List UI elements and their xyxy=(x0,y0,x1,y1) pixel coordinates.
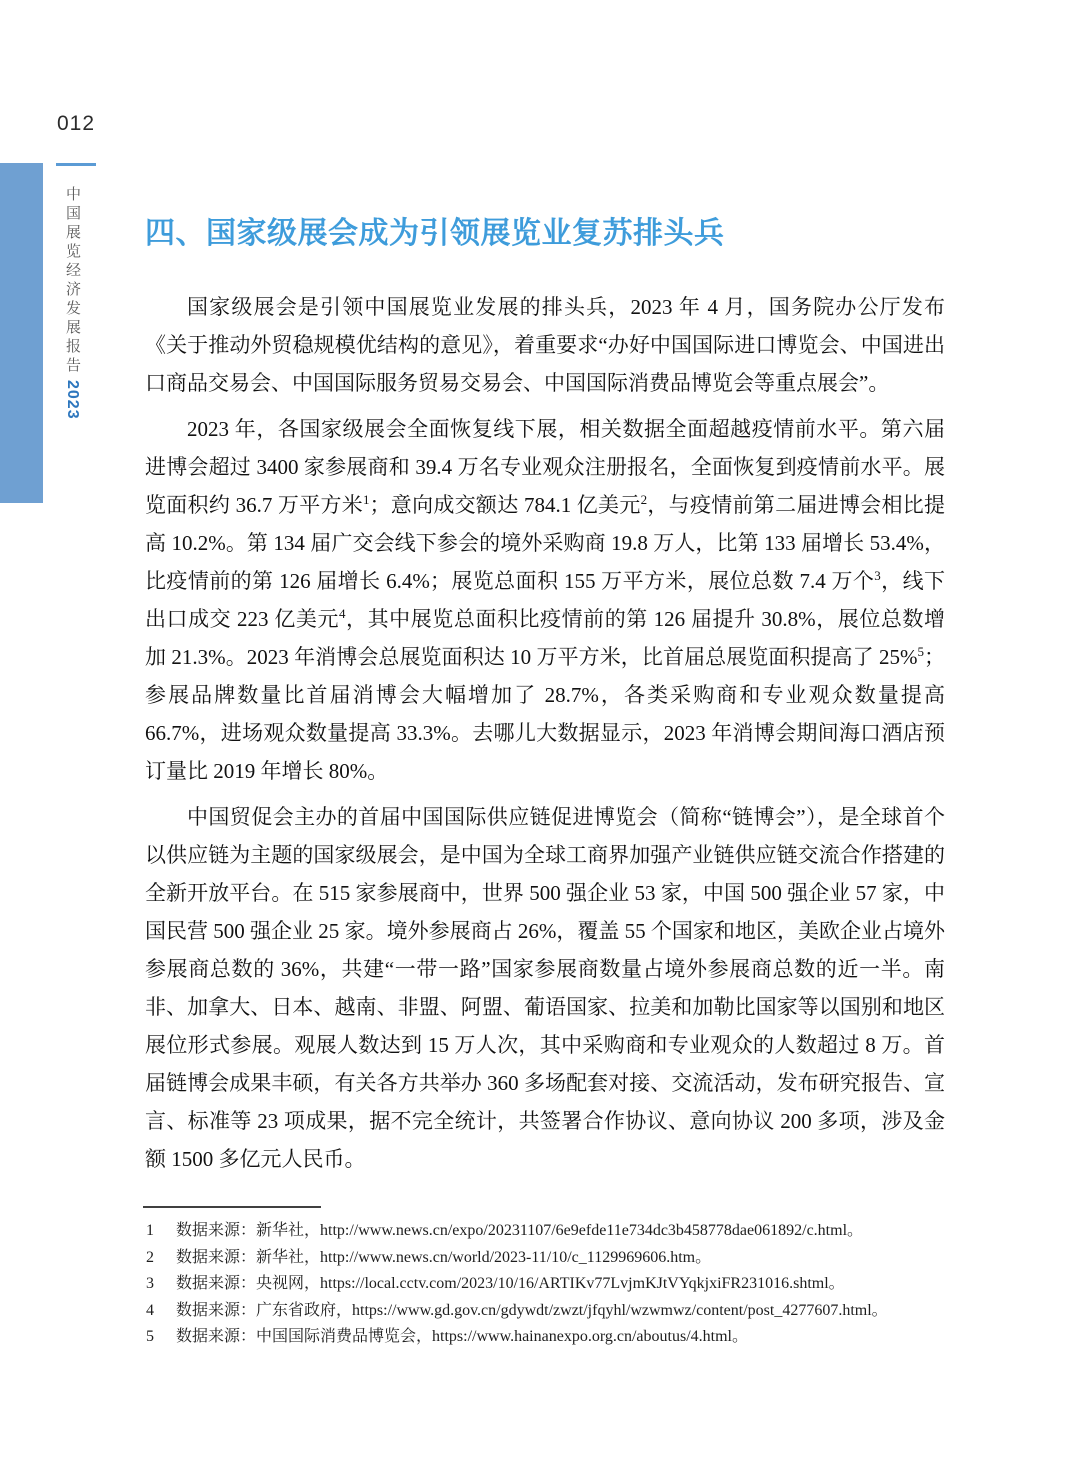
footnote-row xyxy=(146,1324,946,1351)
footnote-row xyxy=(146,1218,946,1245)
footnote-number: 1 xyxy=(146,1222,154,1239)
footnote-number: 5 xyxy=(146,1328,154,1345)
footnote-row xyxy=(146,1271,946,1298)
footnote-text: 数据来源：新华社，http://www.news.cn/world/2023-11/10/c_1129969606.htm。 xyxy=(176,1248,712,1266)
sidebar-vertical-title xyxy=(62,186,83,420)
body-text xyxy=(145,288,945,1186)
footnote-text: 数据来源：新华社，http://www.news.cn/expo/20231107/6e9efde11e734dc3b458778dae061892/c.html。 xyxy=(176,1222,864,1239)
footnote-marker: 1 xyxy=(363,492,370,507)
footnote-marker: 3 xyxy=(874,568,881,583)
footnote-text: 数据来源：广东省政府，https://www.gd.gov.cn/gdywdt/zwzt/jfqyhl/wzwmwz/content/post_4277607.html。 xyxy=(176,1301,888,1319)
footnote-divider xyxy=(143,1206,321,1208)
footnote-marker: 5 xyxy=(917,644,924,659)
footnote-row xyxy=(146,1298,946,1325)
body-paragraph: 中国贸促会主办的首届中国国际供应链促进博览会（简称“链博会”），是全球首个以供应链为主题的国家级展会，是中国为全球工商界加强产业链供应链交流合作搭建的全新开放平台。在 515 家参展商中，世界 500 强企业 53 家，中国 500 强企业 57 家，中国民营 500 强企业 25 家。境外参展商占 26%，覆盖 55 个国家和地区，美欧企业占境外参展商总数的 36%，共建“一带一路”国家参展商数量占境外参展商总数的近一半。南非、加拿大、日本、越南、非盟、阿盟、葡语国家、拉美和加勒比国家等以国别和地区展位形式参展。观展人数达到 15 万人次，其中采购商和专业观众的人数超过 8 万。首届链博会成果丰硕，有关各方共举办 360 多场配套对接、交流活动，发布研究报告、宣言、标准等 23 项成果，据不完全统计，共签署合作协议、意向协议 200 多项，涉及金额 1500 多亿元人民币。 xyxy=(145,805,945,1171)
left-accent-bar xyxy=(0,163,43,503)
footnote-number: 4 xyxy=(146,1301,154,1319)
sidebar-title-text: 中国展览经济发展报告 xyxy=(64,186,81,376)
footnote-text: 数据来源：中国国际消费品博览会，https://www.hainanexpo.org.cn/aboutus/4.html。 xyxy=(176,1328,748,1345)
body-paragraph: 国家级展会是引领中国展览业发展的排头兵，2023 年 4 月，国务院办公厅发布《关于推动外贸稳规模优结构的意见》，着重要求“办好中国国际进口博览会、中国进出口商品交易会、中国国际服务贸易交易会、中国国际消费品博览会等重点展会”。 xyxy=(145,295,945,395)
section-heading: 四、国家级展会成为引领展览业复苏排头兵 xyxy=(145,217,725,250)
page-number: 012 xyxy=(57,112,96,135)
footnote-row xyxy=(146,1245,946,1272)
sidebar-title-year: 2023 xyxy=(64,380,81,420)
footnote-marker: 2 xyxy=(640,492,648,507)
footnote-marker: 4 xyxy=(339,606,346,621)
footnote-number: 2 xyxy=(146,1248,154,1266)
body-paragraph: 2023 年，各国家级展会全面恢复线下展，相关数据全面超越疫情前水平。第六届进博会超过 3400 家参展商和 39.4 万名专业观众注册报名，全面恢复到疫情前水平。展览面积约 36.7 万平方米$^1$；意向成交额达 784.1 亿美元$^2$，与疫情前第二届进博会相比提高 10.2%。第 134 届广交会线下参会的境外采购商 19.8 万人，比第 133 届增长 53.4%，比疫情前的第 126 届增长 6.4%；展览总面积 155 万平方米，展位总数 7.4 万个$^3$，线下出口成交 223 亿美元$^4$，其中展览总面积比疫情前的第 126 届提升 30.8%，展位总数增加 21.3%。2023 年消博会总展览面积达 10 万平方米，比首届总展览面积提高了 25%$^5$；参展品牌数量比首届消博会大幅增加了 28.7%，各类采购商和专业观众数量提高 66.7%，进场观众数量提高 33.3%。去哪儿大数据显示，2023 年消博会期间海口酒店预订量比 2019 年增长 80%。 xyxy=(145,417,946,783)
footnotes xyxy=(146,1218,946,1351)
footnote-number: 3 xyxy=(146,1275,154,1292)
footnote-text: 数据来源：央视网，https://local.cctv.com/2023/10/16/ARTIKv77LvjmKJtVYqkjxiFR231016.shtml。 xyxy=(176,1275,845,1292)
page-number-divider xyxy=(56,163,96,166)
